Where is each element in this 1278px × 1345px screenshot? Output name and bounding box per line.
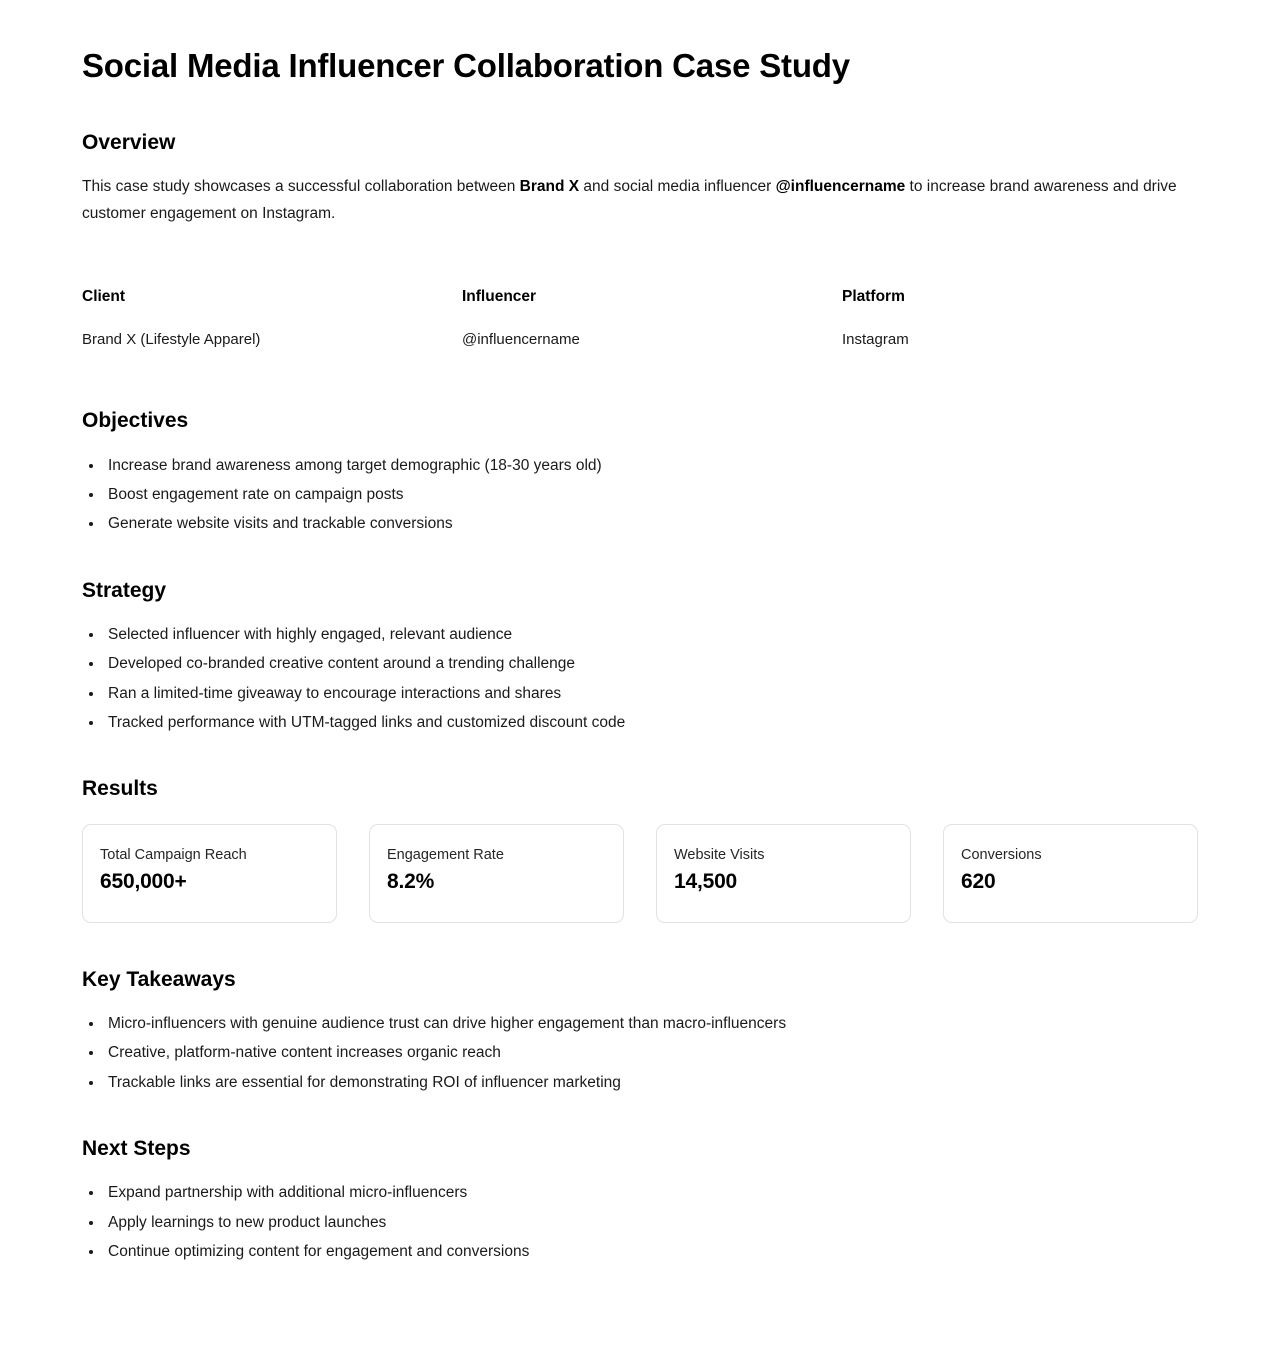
overview-text-part-2: and social media influencer <box>579 177 776 195</box>
overview-paragraph <box>82 174 1184 227</box>
metric-card-conversions <box>943 824 1198 922</box>
metric-label: Website Visits <box>674 847 765 864</box>
list-item: • Creative, platform-native content increases organic reach <box>104 1040 1198 1066</box>
list-item: • Increase brand awareness among target demographic (18-30 years old) <box>104 453 1198 479</box>
metric-card-engagement-rate <box>369 824 624 922</box>
list-item: • Micro-influencers with genuine audience trust can drive higher engagement than macro-influencers <box>104 1011 1198 1037</box>
meta-value-platform: Instagram <box>842 331 909 349</box>
metric-card-total-campaign-reach <box>82 824 337 922</box>
overview-text-part-1: This case study showcases a successful collaboration between <box>82 177 520 195</box>
next-steps-heading: Next Steps <box>82 1137 191 1161</box>
objectives-list <box>82 453 1198 538</box>
metric-card-website-visits <box>656 824 911 922</box>
overview-heading: Overview <box>82 130 176 154</box>
meta-item-influencer <box>462 287 842 350</box>
list-item: • Expand partnership with additional micro-influencers <box>104 1180 1198 1206</box>
section-results <box>82 776 1198 923</box>
next-steps-list <box>82 1180 1198 1265</box>
strategy-heading: Strategy <box>82 578 167 602</box>
meta-label-platform: Platform <box>842 288 905 306</box>
key-takeaways-list <box>82 1011 1198 1096</box>
objectives-heading: Objectives <box>82 409 189 433</box>
key-takeaways-heading: Key Takeaways <box>82 967 236 991</box>
list-item: • Trackable links are essential for demonstrating ROI of influencer marketing <box>104 1070 1198 1096</box>
metric-value: 620 <box>961 870 996 894</box>
meta-value-client: Brand X (Lifestyle Apparel) <box>82 331 261 349</box>
list-item: • Tracked performance with UTM-tagged links and customized discount code <box>104 710 1198 736</box>
overview-influencer-handle: @influencername <box>775 177 906 195</box>
metric-label: Conversions <box>961 847 1042 864</box>
metric-cards-row <box>82 824 1198 922</box>
overview-brand-name: Brand X <box>519 177 580 195</box>
metric-value: 8.2% <box>387 870 435 894</box>
meta-info-grid <box>82 287 1198 350</box>
metric-value: 14,500 <box>674 870 738 894</box>
meta-label-influencer: Influencer <box>462 288 537 306</box>
results-heading: Results <box>82 777 158 801</box>
strategy-list <box>82 622 1198 736</box>
section-strategy <box>82 578 1198 737</box>
metric-value: 650,000+ <box>100 870 187 894</box>
meta-item-client <box>82 287 462 350</box>
list-item: • Selected influencer with highly engaged, relevant audience <box>104 622 1198 648</box>
section-key-takeaways <box>82 967 1198 1096</box>
list-item: • Boost engagement rate on campaign posts <box>104 482 1198 508</box>
meta-label-client: Client <box>82 288 126 306</box>
meta-value-influencer: @influencername <box>462 331 580 349</box>
section-objectives <box>82 408 1198 537</box>
meta-item-platform <box>842 287 909 350</box>
list-item: • Apply learnings to new product launches <box>104 1210 1198 1236</box>
metric-label: Total Campaign Reach <box>100 847 247 864</box>
section-next-steps <box>82 1136 1198 1265</box>
section-overview <box>82 130 1198 228</box>
list-item: • Developed co-branded creative content around a trending challenge <box>104 651 1198 677</box>
metric-label: Engagement Rate <box>387 847 504 864</box>
overview-text-part-3: to increase brand awareness and drive customer engagement on Instagram. <box>82 177 1177 222</box>
list-item: • Generate website visits and trackable conversions <box>104 511 1198 537</box>
page-title: Social Media Influencer Collaboration Case Study <box>82 47 850 84</box>
list-item: • Ran a limited-time giveaway to encourage interactions and shares <box>104 681 1198 707</box>
list-item: • Continue optimizing content for engagement and conversions <box>104 1239 1198 1265</box>
